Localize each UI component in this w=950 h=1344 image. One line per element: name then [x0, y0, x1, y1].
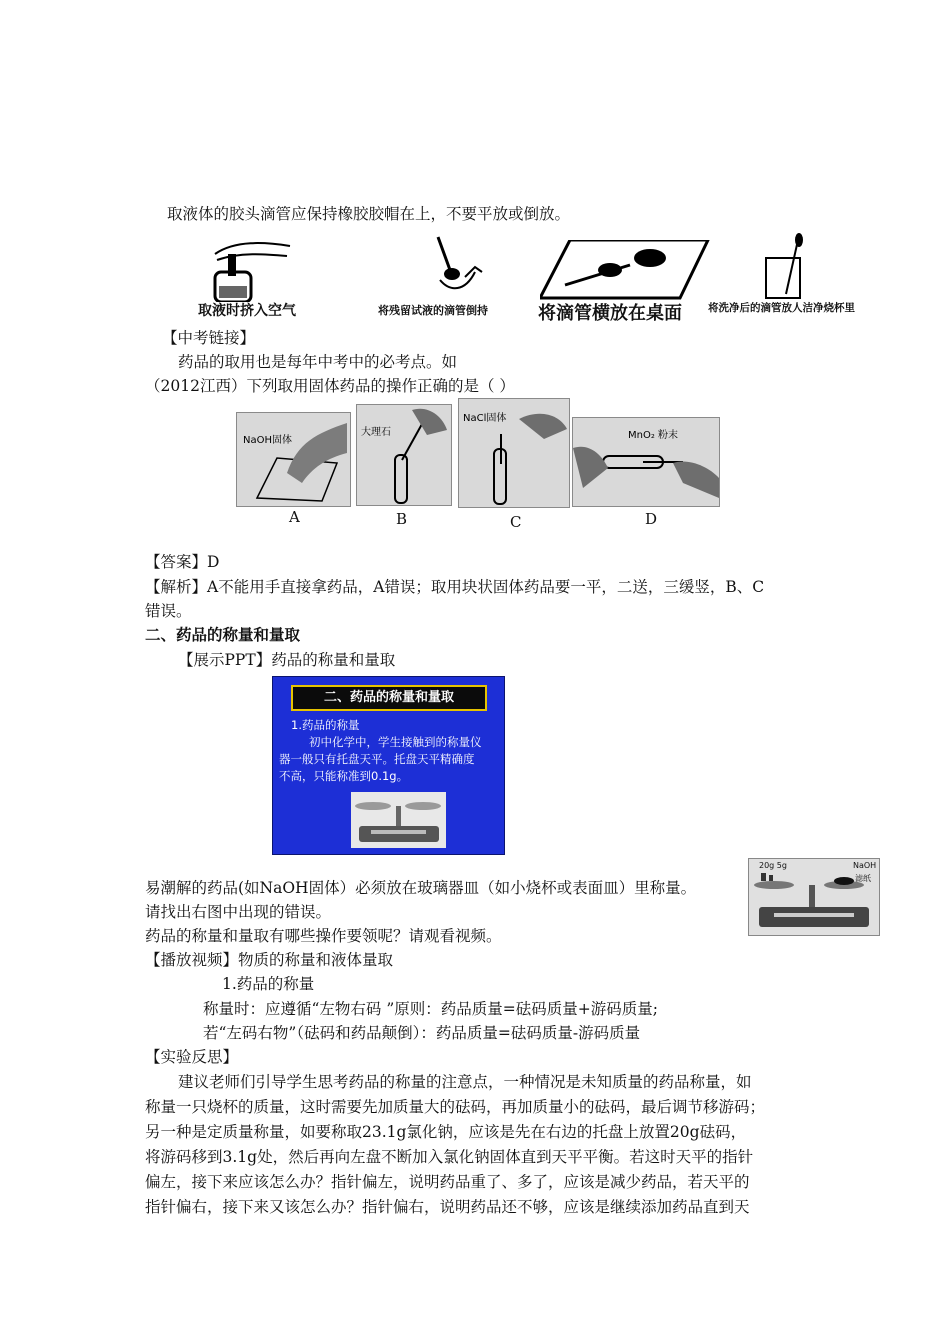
option-c-photo: [458, 398, 570, 508]
option-d-photo: [572, 417, 720, 507]
balance-naoh-tag: NaOH: [853, 861, 877, 870]
exam-intro: 药品的取用也是每年中考中的必考点。如: [178, 353, 458, 371]
reflection-line-6: 指针偏右，接下来又该怎么办？指针偏右，说明药品还不够，应该是继续添加药品直到天: [145, 1198, 750, 1216]
reflection-line-2: 称量一只烧杯的质量，这时需要先加质量大的砝码，再加质量小的砝码，最后调节移游码；: [145, 1098, 766, 1116]
ppt-slide-title: 二、药品的称量和量取: [291, 685, 487, 711]
option-a-photo: [236, 412, 351, 507]
option-b-tag: 大理石: [361, 427, 391, 438]
ppt-line-4: 不高，只能称准到0.1g。: [279, 769, 409, 783]
option-c-tag: NaCl固体: [463, 413, 507, 424]
dropper-intro: 取液体的胶头滴管应保持橡胶胶帽在上，不要平放或倒放。: [167, 205, 571, 223]
ppt-line-3: 器一般只有托盘天平。托盘天平精确度: [279, 752, 475, 766]
balance-weights-tag: 20g 5g: [759, 861, 787, 870]
option-b-label: B: [396, 510, 408, 528]
dropper-squeeze-illustration: [195, 232, 295, 302]
video-line: 【播放视频】物质的称量和液体量取: [145, 951, 394, 969]
reflection-heading: 【实验反思】: [145, 1048, 239, 1066]
ppt-slide: [272, 676, 505, 855]
option-a-label: A: [289, 508, 300, 526]
option-c-label: C: [510, 513, 522, 531]
reflection-line-1: 建议老师们引导学生思考药品的称量的注意点，一种情况是未知质量的药品称量，如: [178, 1073, 752, 1091]
exam-question: （2012江西）下列取用固体药品的操作正确的是（ ）: [145, 377, 515, 395]
option-a-tag: NaOH固体: [243, 435, 292, 446]
dropper-caption-4: 将洗净后的滴管放人洁净烧杯里: [708, 302, 855, 314]
analysis-line-2: 错误。: [145, 602, 192, 620]
balance-paper-tag: 滤纸: [855, 874, 871, 883]
option-b-photo: [356, 404, 452, 506]
option-d-tag: MnO₂ 粉末: [628, 430, 679, 441]
answer: 【答案】D: [145, 553, 220, 571]
option-d-label: D: [645, 510, 658, 528]
balance-error-image: [748, 858, 880, 936]
ppt-balance-image: [351, 792, 446, 848]
ppt-line-2: 初中化学中，学生接触到的称量仪: [309, 735, 482, 749]
dropper-caption-3: 将滴管横放在桌面: [538, 303, 682, 324]
find-error-line: 请找出右图中出现的错误。: [145, 903, 332, 921]
weigh-title: 1.药品的称量: [222, 975, 315, 993]
dropper-inverted-illustration: [420, 232, 490, 302]
dropper-flat-illustration: [540, 240, 710, 300]
reflection-line-5: 偏左，接下来应该怎么办？指针偏左，说明药品重了、多了，应该是减少药品，若天平的: [145, 1173, 750, 1191]
analysis-line-1: 【解析】A不能用手直接拿药品，A错误；取用块状固体药品要一平，二送，三缓竖，B、C: [145, 578, 765, 596]
dropper-caption-1: 取液时挤入空气: [198, 303, 296, 319]
dropper-beaker-illustration: [758, 232, 818, 302]
naoh-line: 易潮解的药品(如NaOH固体）必须放在玻璃器皿（如小烧杯或表面皿）里称量。: [145, 879, 697, 897]
video-question: 药品的称量和量取有哪些操作要领呢？请观看视频。: [145, 927, 502, 945]
exam-heading: 【中考链接】: [162, 329, 256, 347]
ppt-line: 【展示PPT】药品的称量和量取: [178, 651, 396, 669]
reflection-line-4: 将游码移到3.1g处，然后再向左盘不断加入氯化钠固体直到天平平衡。若这时天平的指针: [145, 1148, 754, 1166]
reflection-line-3: 另一种是定质量称量，如要称取23.1g氯化钠，应该是先在右边的托盘上放置20g砝码，: [145, 1123, 747, 1141]
weigh-rule-1: 称量时：应遵循“左物右码 ”原则：药品质量=砝码质量+游码质量;: [203, 1000, 658, 1018]
dropper-caption-2: 将残留试液的滴管倒持: [378, 304, 488, 317]
section2-title: 二、药品的称量和量取: [145, 626, 301, 644]
ppt-line-1: 1.药品的称量: [291, 718, 360, 732]
weigh-rule-2: 若“左码右物”（砝码和药品颠倒）：药品质量=砝码质量-游码质量: [203, 1024, 641, 1042]
